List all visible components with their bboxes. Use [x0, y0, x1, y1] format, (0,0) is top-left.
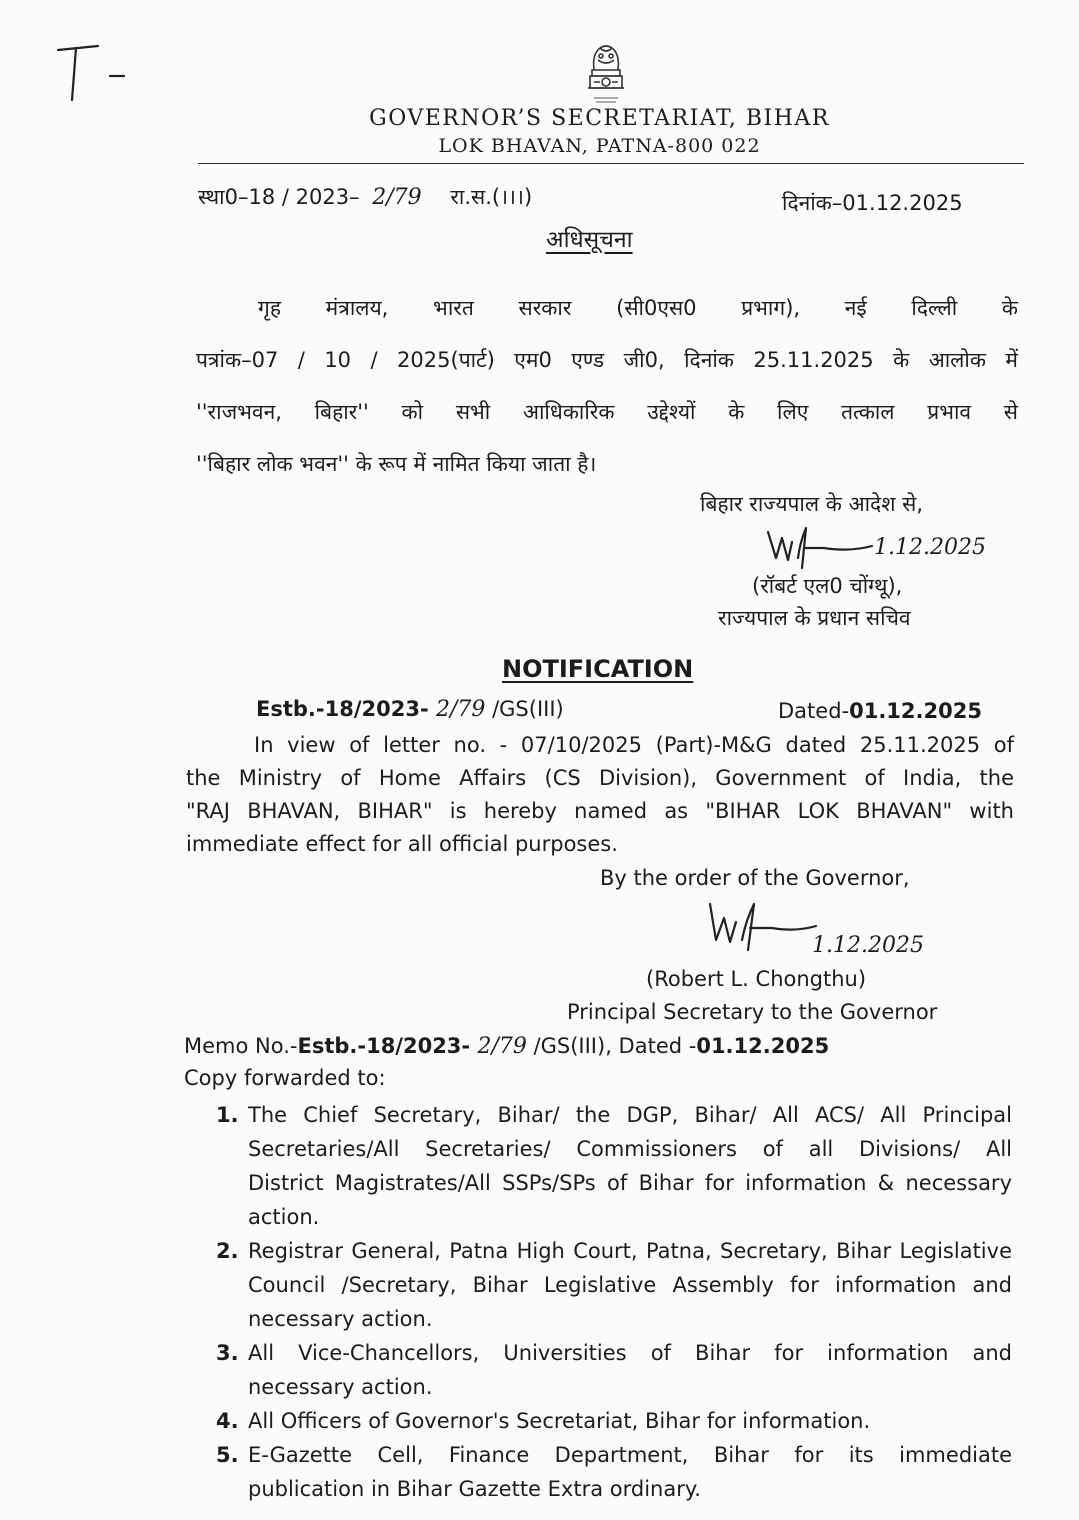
english-by-order: By the order of the Governor, — [600, 866, 910, 890]
list-item-line: necessary action. — [248, 1375, 433, 1399]
english-ref-prefix: Estb.-18/2023- — [256, 697, 436, 721]
english-body-line: immediate effect for all official purposes. — [186, 832, 618, 856]
list-item-number: 2. — [216, 1239, 239, 1263]
hindi-date: दिनांक–01.12.2025 — [782, 191, 963, 215]
hindi-ref-number: 2/79 — [372, 185, 422, 210]
list-item-line: Council /Secretary, Bihar Legislative Assembly for information and — [248, 1273, 1012, 1297]
english-signatory-designation: Principal Secretary to the Governor — [567, 1000, 938, 1024]
hindi-body-line: ''राजभवन, बिहार'' को सभी आधिकारिक उद्देश्यों के लिए तत्काल प्रभाव से — [196, 400, 1018, 424]
hindi-signature-date: 1.12.2025 — [874, 535, 986, 560]
list-item-line: All Vice-Chancellors, Universities of Bihar for information and — [248, 1341, 1012, 1365]
memo-date-value: 01.12.2025 — [696, 1034, 830, 1058]
list-item-line: District Magistrates/All SSPs/SPs of Bihar for information & necessary — [248, 1171, 1012, 1195]
hindi-signature — [760, 518, 880, 578]
header-divider — [198, 163, 1024, 164]
hindi-body-line: ''बिहार लोक भवन'' के रूप में नामित किया जाता है। — [196, 452, 597, 476]
hindi-ref-suffix: रा.स.(।।।) — [450, 185, 533, 209]
english-reference — [256, 697, 564, 722]
copy-forwarded-label: Copy forwarded to: — [184, 1066, 386, 1090]
margin-pen-mark — [50, 40, 140, 110]
hindi-title: अधिसूचना — [546, 227, 633, 253]
hindi-by-order: बिहार राज्यपाल के आदेश से, — [700, 492, 924, 516]
list-item-number: 1. — [216, 1103, 239, 1127]
hindi-ref-prefix: स्था0–18 / 2023– — [198, 185, 367, 209]
english-ref-suffix: /GS(III) — [492, 697, 564, 721]
hindi-body — [196, 282, 1018, 490]
list-item-line: necessary action. — [248, 1307, 433, 1331]
org-address: LOK BHAVAN, PATNA-800 022 — [438, 135, 761, 157]
hindi-signatory-designation: राज्यपाल के प्रधान सचिव — [718, 606, 911, 630]
memo-ref-suffix: /GS(III), Dated - — [533, 1034, 697, 1058]
hindi-reference — [198, 183, 532, 211]
list-item-number: 4. — [216, 1409, 239, 1433]
english-signature-date: 1.12.2025 — [812, 933, 924, 958]
list-item-line: Secretaries/All Secretaries/ Commissioners of all Divisions/ All — [248, 1137, 1012, 1161]
english-body-line: "RAJ BHAVAN, BIHAR" is hereby named as "BIHAR LOK BHAVAN" with — [186, 799, 1014, 823]
english-signature — [700, 896, 820, 960]
national-emblem-icon — [580, 40, 632, 108]
list-item-line: E-Gazette Cell, Finance Department, Bihar for its immediate — [248, 1443, 1012, 1467]
org-name: GOVERNOR’S SECRETARIAT, BIHAR — [369, 106, 830, 131]
list-item-line: action. — [248, 1205, 320, 1229]
hindi-signatory-name: (रॉबर्ट एल0 चोंग्थू), — [752, 574, 903, 598]
english-title: NOTIFICATION — [502, 655, 694, 683]
list-item-number: 5. — [216, 1443, 239, 1467]
list-item-line: The Chief Secretary, Bihar/ the DGP, Bihar/ All ACS/ All Principal — [248, 1103, 1012, 1127]
memo-label: Memo No.- — [184, 1034, 298, 1058]
english-date-value: 01.12.2025 — [849, 699, 982, 723]
english-date — [778, 699, 982, 723]
hindi-body-line: पत्रांक–07 / 10 / 2025(पार्ट) एम0 एण्ड जी0, दिनांक 25.11.2025 के आलोक में — [196, 348, 1018, 372]
memo-ref-number: 2/79 — [477, 1034, 527, 1059]
english-ref-number: 2/79 — [435, 697, 486, 722]
list-item-line: Registrar General, Patna High Court, Patna, Secretary, Bihar Legislative — [248, 1239, 1012, 1263]
list-item-line: All Officers of Governor's Secretariat, Bihar for information. — [248, 1409, 871, 1433]
english-body-line: the Ministry of Home Affairs (CS Division), Government of India, the — [186, 766, 1014, 790]
english-date-label: Dated- — [778, 699, 850, 723]
list-item-number: 3. — [216, 1341, 239, 1365]
hindi-body-line: गृह मंत्रालय, भारत सरकार (सी0एस0 प्रभाग), नई दिल्ली के — [258, 296, 1018, 320]
english-signatory-name: (Robert L. Chongthu) — [646, 967, 867, 991]
english-body-line: In view of letter no. - 07/10/2025 (Part)-M&G dated 25.11.2025 of — [254, 733, 1014, 757]
list-item-line: publication in Bihar Gazette Extra ordinary. — [248, 1477, 701, 1501]
memo-ref-prefix: Estb.-18/2023- — [297, 1034, 478, 1058]
memo-reference — [184, 1034, 829, 1059]
english-body — [186, 729, 1014, 861]
